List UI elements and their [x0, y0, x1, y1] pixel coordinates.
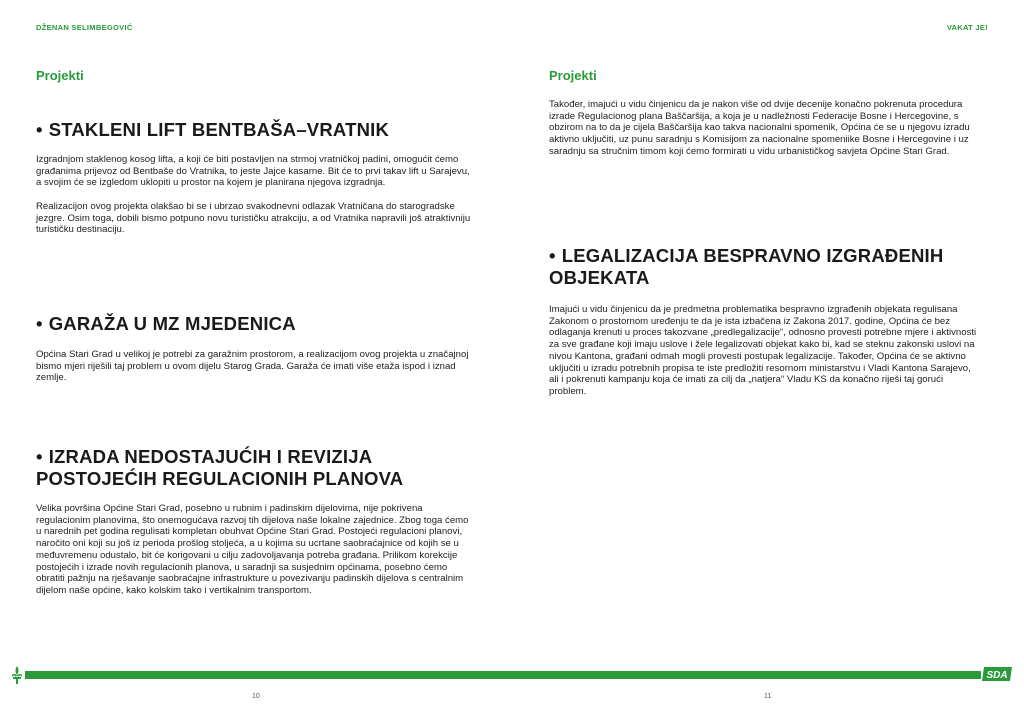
block-text: Imajući u vidu činjenicu da je predmetna problematika bespravno izgrađenih objekata regulisana Zakonom o prostornom uređenju te da je ista izbačena iz Zakona 2017. godine, Općina će bez odlaganja krenuti u proces takozvane „predlegalizacije“, odnosno provesti potrebne mjere i aktivnosti za sve građane koji imaju uslove i žele legalizovati objekat kako bi, kad se steknu zakonski uslovi na nivou Kantona, građani odmah mogli provesti postupak legalizacije. Također, Općina će se aktivno uključiti u izradu potrebnih propisa te iste predložiti resornom ministarstvu i Vladi Kantona Sarajevo, ali i pokrenuti kampanju koja će imati za cilj da „natjera“ Vladu KS da konačno riješi taj gorući problem.: [549, 304, 977, 397]
svg-text:SDA: SDA: [986, 670, 1008, 681]
fleur-de-lis-icon: [10, 665, 24, 685]
page-number-left: 10: [252, 693, 260, 700]
bullet: •: [36, 313, 43, 334]
page-number-right: 11: [764, 693, 772, 700]
block-title: • STAKLENI LIFT BENTBAŠA–VRATNIK: [36, 119, 390, 140]
bullet: •: [36, 446, 43, 467]
header-right: VAKAT JE!: [946, 23, 988, 32]
block-text: Općina Stari Grad u velikoj je potrebi za garažnim prostorom, a realizacijom ovog projekta u značajnoj bismo mjeri riješili taj problem u ovom dijelu Starog Grada. Garaža će imati više etaža ispod i iznad zemlje.: [36, 349, 469, 384]
sda-logo: [982, 667, 1012, 681]
block-title: • LEGALIZACIJA BESPRAVNO IZGRAĐENIH OBJEKATA: [549, 245, 944, 288]
block-title: • GARAŽA U MZ MJEDENICA: [36, 313, 296, 334]
section-label: Projekti: [36, 68, 84, 83]
bullet: •: [36, 119, 43, 140]
block-text: Izgradnjom staklenog kosog lifta, a koji će biti postavljen na strmoj vratničkoj padini, omogućit ćemo građanima prijevoz od Bentbaše do Vratnika, to jeste Jajce kasarne. Bit će to prvi takav lift u Sarajevu, a svojim će se izgledom uklopiti u prostor na kojem je planirana njegova izgradnja. Realizacijon ovog projekta olakšao bi se i ubrzao svakodnevni odlazak Vratničana do starogradske jezgre. Osim toga, dobili bismo potpuno novu turističku atrakciju, a od Vratnika napravili još atraktivniju turističku destinaciju.: [36, 154, 471, 236]
bullet: •: [549, 245, 556, 266]
intro-text: Također, imajući u vidu činjenicu da je nakon više od dvije decenije konačno pokrenuta procedura izrade Regulacionog plana Baščaršija, a koja je u nadležnosti Federacije Bosne i Hercegovine, s obzirom na to da je cijela Baščaršija kao takva nacionalni spomenik, Općina će se u njegovu izradu aktivno uključiti, uz punu saradnju s Komisijom za nacionalne spomeniike Bosne i Hercegovine i uz saradnju sa stručnim timom koji ćemo formirati u vidu urbanističkog savjeta Općine Stari Grad.: [549, 99, 970, 157]
block-text: Velika površina Općine Stari Grad, posebno u rubnim i padinskim dijelovima, nije pokrivena regulacionim planovima, što onemogućava razvoj tih dijelova naše lokalne zajednice. Zbog toga ćemo u narednih pet godina regulisati kompletan obuhvat Općine Stari Grad. Postojeći regulacioni planovi, naročito oni koji su još iz perioda prošlog stoljeća, a u kojima su ucrtane saobraćajnice od kojih se u međuvremenu odustalo, bit će korigovani u cilju zadovoljavanja potreba građana. Prilikom korekcije postojećih i izrade novih regulacionih planova, u saradnji sa susjednim općinama, posebno ćemo obratiti pažnju na rješavanje saobraćajne infrastrukture u povezivanju padinskih dijelova s centralnim dijelom naše općine, kako kolskim tako i vertikalnim transportom.: [36, 503, 469, 596]
section-label: Projekti: [549, 68, 597, 83]
block-title: • IZRADA NEDOSTAJUĆIH I REVIZIJA POSTOJEĆIH REGULACIONIH PLANOVA: [36, 446, 404, 489]
footer-bar: [25, 671, 981, 679]
header-left: DŽENAN SELIMBEGOVIĆ: [36, 23, 133, 32]
